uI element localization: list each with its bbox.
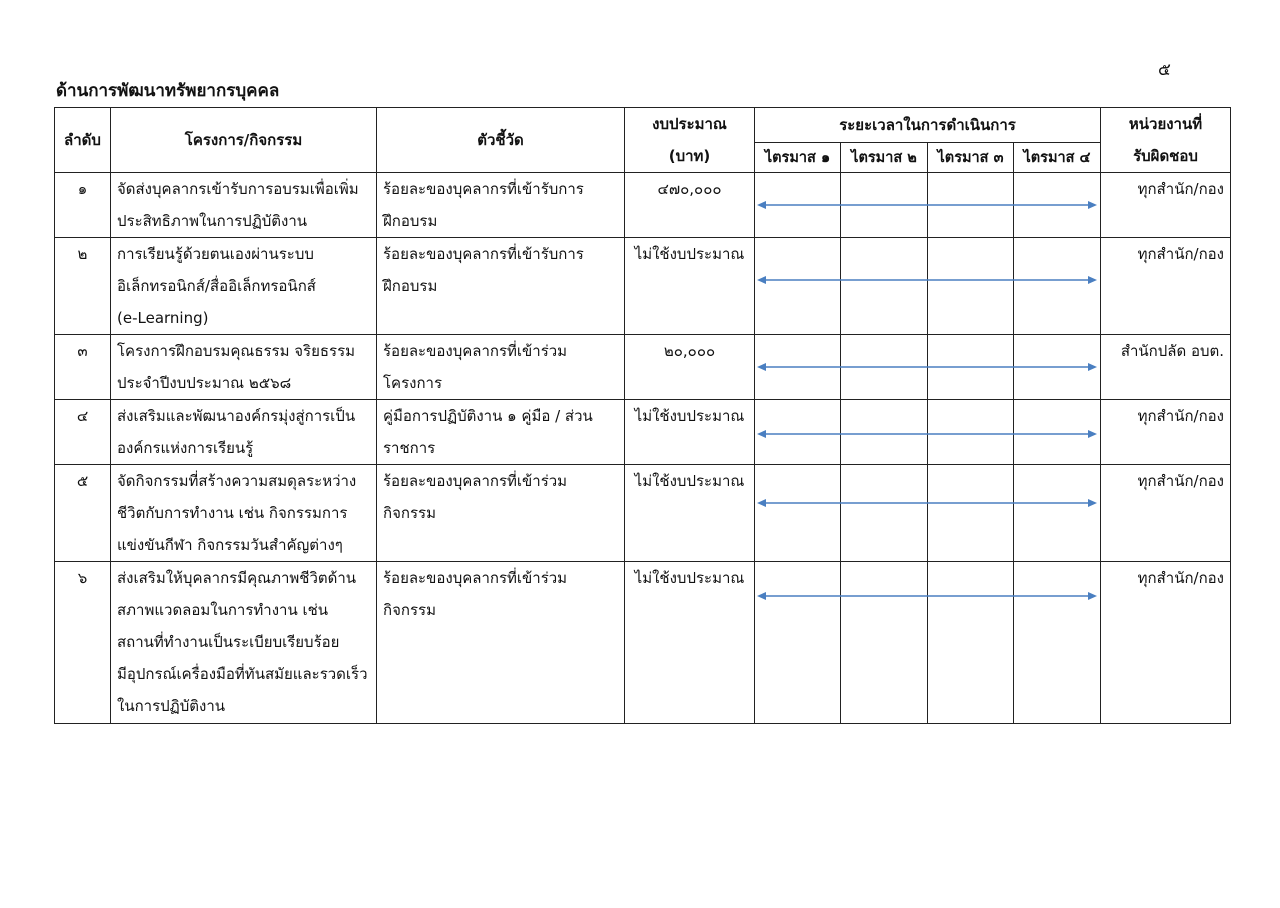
quarter-cell [1014, 465, 1101, 562]
project-cell [111, 400, 377, 465]
indicator-cell [377, 400, 625, 465]
section-title: ด้านการพัฒนาทรัพยากรบุคคล [56, 81, 280, 101]
project-line: จัดกิจกรรมที่สร้างความสมดุลระหว่าง [117, 472, 357, 490]
indicator-cell [377, 562, 625, 724]
row-number: ๓ [77, 342, 88, 360]
quarter-cell [841, 173, 928, 238]
table-row [55, 400, 1231, 465]
budget-value: ๒๐,๐๐๐ [663, 342, 716, 360]
project-line: มีอุปกรณ์เครื่องมือที่ทันสมัยและรวดเร็ว [117, 665, 368, 683]
project-cell [111, 335, 377, 400]
indicator-line: ร้อยละของบุคลากรที่เข้ารับการ [383, 180, 584, 198]
indicator-line: โครงการ [383, 374, 443, 392]
indicator-line: ราชการ [383, 439, 436, 457]
department-cell [1101, 238, 1231, 335]
indicator-cell [377, 335, 625, 400]
quarter-cell [928, 400, 1014, 465]
quarter-cell [1014, 173, 1101, 238]
quarter-cell [755, 173, 841, 238]
indicator-line: ร้อยละของบุคลากรที่เข้าร่วม [383, 472, 568, 490]
quarter-cell [1014, 238, 1101, 335]
indicator-cell [377, 465, 625, 562]
project-line: สถานที่ทำงานเป็นระเบียบเรียบร้อย [117, 633, 340, 651]
row-number: ๑ [77, 180, 88, 198]
project-line: สภาพแวดลอมในการทำงาน เช่น [117, 601, 329, 619]
quarter-cell [928, 562, 1014, 724]
header-department-line2: รับผิดชอบ [1133, 147, 1198, 165]
row-number-cell [55, 400, 111, 465]
table-row [55, 335, 1231, 400]
quarter-cell [1014, 562, 1101, 724]
timeline-arrow-left-head [757, 430, 766, 438]
quarter-cell [841, 400, 928, 465]
header-budget [625, 108, 755, 173]
quarter-cell [755, 400, 841, 465]
row-number-cell [55, 238, 111, 335]
row-number-cell [55, 562, 111, 724]
header-department [1101, 108, 1231, 173]
row-number-cell [55, 173, 111, 238]
project-line: อิเล็กทรอนิกส์/สื่ออิเล็กทรอนิกส์ [117, 277, 316, 295]
project-line: (e-Learning) [117, 309, 209, 327]
indicator-line: ฝึกอบรม [383, 277, 438, 295]
row-number: ๖ [77, 569, 88, 587]
project-line: ประจำปีงบประมาณ ๒๕๖๘ [117, 374, 292, 392]
budget-cell [625, 238, 755, 335]
quarter-cell [755, 238, 841, 335]
header-order: ลำดับ [55, 108, 111, 173]
department-value: ทุกสำนัก/กอง [1137, 407, 1224, 425]
project-cell [111, 562, 377, 724]
indicator-line: ร้อยละของบุคลากรที่เข้าร่วม [383, 342, 568, 360]
budget-value: ๔๗๐,๐๐๐ [657, 180, 722, 198]
header-quarter-3: ไตรมาส ๓ [928, 143, 1014, 173]
department-cell [1101, 335, 1231, 400]
timeline-arrow-left-head [757, 592, 766, 600]
timeline-arrow-left-head [757, 201, 766, 209]
header-department-line1: หน่วยงานที่ [1128, 115, 1203, 133]
project-line: แข่งขันกีฬา กิจกรรมวันสำคัญต่างๆ [117, 536, 343, 554]
quarter-cell [841, 562, 928, 724]
quarter-cell [928, 465, 1014, 562]
budget-value: ไม่ใช้งบประมาณ [634, 569, 745, 587]
quarter-cell [755, 465, 841, 562]
department-cell [1101, 562, 1231, 724]
header-budget-line2: (บาท) [668, 147, 711, 165]
row-number: ๔ [76, 407, 89, 425]
budget-cell [625, 173, 755, 238]
project-cell [111, 173, 377, 238]
table-row [55, 238, 1231, 335]
timeline-arrow-left-head [757, 363, 766, 371]
header-quarter-2: ไตรมาส ๒ [841, 143, 928, 173]
row-number: ๒ [77, 245, 88, 263]
project-cell [111, 465, 377, 562]
budget-cell [625, 400, 755, 465]
timeline-arrow-left-head [757, 276, 766, 284]
table-row [55, 465, 1231, 562]
project-line: ประสิทธิภาพในการปฏิบัติงาน [117, 212, 308, 230]
header-quarter-1: ไตรมาส ๑ [755, 143, 841, 173]
department-value: ทุกสำนัก/กอง [1137, 245, 1224, 263]
quarter-cell [755, 562, 841, 724]
quarter-cell [755, 335, 841, 400]
project-line: ชีวิตกับการทำงาน เช่น กิจกรรมการ [117, 504, 348, 522]
quarter-cell [928, 335, 1014, 400]
quarter-cell [841, 238, 928, 335]
development-plan-table [54, 107, 1231, 724]
project-line: การเรียนรู้ด้วยตนเองผ่านระบบ [117, 245, 314, 263]
table-row [55, 562, 1231, 724]
timeline-arrow-left-head [757, 499, 766, 507]
department-value: ทุกสำนัก/กอง [1137, 180, 1224, 198]
header-project: โครงการ/กิจกรรม [111, 108, 377, 173]
indicator-line: กิจกรรม [383, 504, 436, 522]
indicator-line: คู่มือการปฏิบัติงาน ๑ คู่มือ / ส่วน [383, 407, 593, 425]
row-number-cell [55, 465, 111, 562]
budget-value: ไม่ใช้งบประมาณ [634, 245, 745, 263]
project-line: จัดส่งบุคลากรเข้ารับการอบรมเพื่อเพิ่ม [117, 180, 359, 198]
quarter-cell [841, 335, 928, 400]
page-number: ๕ [1158, 60, 1171, 80]
quarter-cell [1014, 400, 1101, 465]
header-quarter-4: ไตรมาส ๔ [1014, 143, 1101, 173]
project-line: ส่งเสริมให้บุคลากรมีคุณภาพชีวิตด้าน [117, 569, 357, 587]
indicator-cell [377, 238, 625, 335]
project-line: องค์กรแห่งการเรียนรู้ [117, 439, 254, 457]
budget-cell [625, 465, 755, 562]
quarter-cell [928, 238, 1014, 335]
department-cell [1101, 465, 1231, 562]
table-row [55, 173, 1231, 238]
quarter-cell [841, 465, 928, 562]
indicator-line: ฝึกอบรม [383, 212, 438, 230]
department-cell [1101, 400, 1231, 465]
indicator-line: ร้อยละของบุคลากรที่เข้าร่วม [383, 569, 568, 587]
indicator-cell [377, 173, 625, 238]
budget-cell [625, 335, 755, 400]
department-value: ทุกสำนัก/กอง [1137, 569, 1224, 587]
department-value: สำนักปลัด อบต. [1120, 342, 1224, 360]
indicator-line: ร้อยละของบุคลากรที่เข้ารับการ [383, 245, 584, 263]
row-number-cell [55, 335, 111, 400]
quarter-cell [928, 173, 1014, 238]
budget-value: ไม่ใช้งบประมาณ [634, 472, 745, 490]
budget-value: ไม่ใช้งบประมาณ [634, 407, 745, 425]
header-period: ระยะเวลาในการดำเนินการ [755, 108, 1101, 143]
department-cell [1101, 173, 1231, 238]
budget-cell [625, 562, 755, 724]
row-number: ๕ [76, 472, 89, 490]
project-line: ส่งเสริมและพัฒนาองค์กรมุ่งสู่การเป็น [117, 407, 356, 425]
project-line: โครงการฝึกอบรมคุณธรรม จริยธรรม [117, 342, 356, 360]
header-indicator: ตัวชี้วัด [377, 108, 625, 173]
indicator-line: กิจกรรม [383, 601, 436, 619]
department-value: ทุกสำนัก/กอง [1137, 472, 1224, 490]
header-budget-line1: งบประมาณ [652, 115, 727, 133]
project-line: ในการปฏิบัติงาน [117, 697, 225, 715]
project-cell [111, 238, 377, 335]
quarter-cell [1014, 335, 1101, 400]
